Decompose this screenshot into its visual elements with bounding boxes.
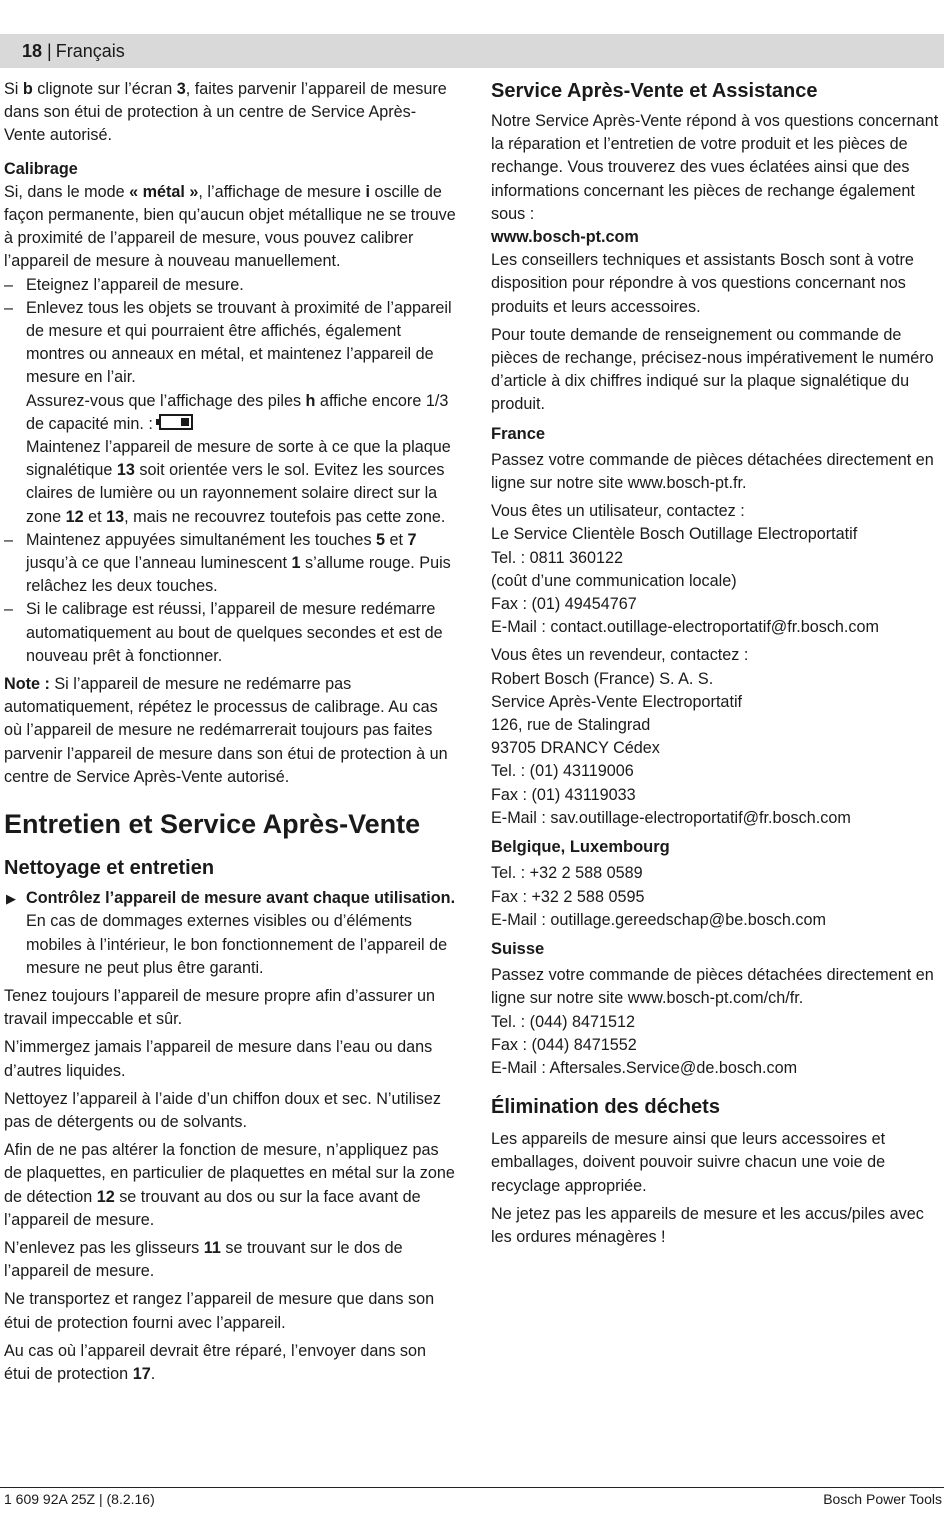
service-paragraph: Pour toute demande de renseignement ou commande de pièces de rechange, précisez-nous impérativement le numéro d’article à dix chiffres indiqué sur la plaque signalétique du produit. (491, 325, 934, 414)
bold-text: 3 (176, 80, 186, 98)
footer-brand: Bosch Power Tools (823, 1491, 942, 1507)
bold-text: h (305, 391, 316, 410)
bold-text: 17 (132, 1364, 151, 1383)
step-text: Enlevez tous les objets se trouvant à proximité de l’appareil de mesure et qui pourraient être affichés, également montres ou anneaux en métal, et maintenez l’appareil de mesure en l’air. (26, 298, 452, 387)
page-number: 18 (22, 40, 43, 61)
list-item (4, 297, 456, 529)
step-text: Si le calibrage est réussi, l’appareil de mesure redémarre automatiquement au bout de quelques secondes et est de nouveau prêt à fonctionner. (26, 600, 443, 665)
contact-line: 126, rue de Stalingrad (491, 716, 651, 735)
page-header (0, 34, 944, 68)
france-user-contact (491, 500, 944, 639)
switzerland-contact (491, 1011, 944, 1081)
service-paragraph: Les conseillers techniques et assistants Bosch sont à votre disposition pour répondre à vos questions concernant nos produits et leurs accessoires. (491, 251, 914, 316)
switzerland-paragraph: Passez votre commande de pièces détachées directement en ligne sur notre site www.bosch-pt.com/ch/fr. (491, 966, 934, 1008)
paragraph: Tenez toujours l’appareil de mesure propre afin d’assurer un travail impeccable et sûr. (4, 986, 436, 1029)
disposal-title: Élimination des déchets (491, 1096, 720, 1119)
bold-text: 7 (407, 530, 417, 549)
contact-line: E-Mail : outillage.gereedschap@be.bosch.com (491, 910, 826, 929)
belgium-contact (491, 862, 944, 932)
contact-line: Tel. : (044) 8471512 (491, 1012, 635, 1031)
disposal-paragraph: Ne jetez pas les appareils de mesure et les accus/piles avec les ordures ménagères ! (491, 1204, 924, 1246)
service-title: Service Après-Vente et Assistance (491, 80, 818, 102)
contact-line: E-Mail : contact.outillage-electroportatif@fr.bosch.com (491, 618, 880, 637)
france-dealer-contact (491, 644, 944, 830)
contact-line: Tel. : (01) 43119006 (491, 762, 634, 781)
belgium-heading: Belgique, Luxembourg (491, 838, 670, 857)
bold-text: 12 (96, 1187, 115, 1206)
contact-line: Robert Bosch (France) S. A. S. (491, 669, 714, 688)
contact-line: (coût d’une communication locale) (491, 571, 737, 590)
battery-icon (159, 414, 193, 430)
disposal-paragraph: Les appareils de mesure ainsi que leurs accessoires et emballages, doivent pouvoir suivre chacun une voie de recyclage appropriée. (491, 1130, 886, 1195)
calibrage-text: Si, dans le mode « métal », l’affichage de mesure i oscille de façon permanente, bien qu’aucun objet métallique ne se trouve à proximité de l’appareil de mesure, vous pouvez calibrer l’appareil de mesure à nouveau manuellement. (4, 182, 456, 271)
paragraph: Nettoyez l’appareil à l’aide d’un chiffon doux et sec. N’utilisez pas de détergents ou de solvants. (4, 1089, 442, 1131)
paragraph: Ne transportez et rangez l’appareil de mesure que dans son étui de protection fourni avec l’appareil. (4, 1290, 435, 1332)
switzerland-heading: Suisse (491, 939, 545, 958)
list-item (4, 598, 456, 668)
contact-line: Vous êtes un revendeur, contactez : (491, 646, 749, 665)
step-text: Maintenez l’appareil de mesure de sorte à ce que la plaque signalétique 13 soit orientée vers le sol. Evitez les sources claires de lumière ou un rayonnement solaire direct sur la zone 12 et 13, mais ne recouvrez toutefois pas cette zone. (26, 438, 451, 526)
contact-line: Service Après-Vente Electroportatif (491, 692, 743, 711)
dash-marker: – (4, 600, 14, 619)
bold-text: « métal » (129, 182, 199, 201)
contact-line: Fax : (01) 49454767 (491, 595, 637, 614)
list-item (4, 529, 456, 599)
contact-line: Tel. : 0811 360122 (491, 548, 624, 567)
website-link[interactable]: www.bosch-pt.com (491, 228, 639, 247)
right-column (491, 78, 944, 1254)
france-heading: France (491, 424, 546, 443)
bold-text: 1 (291, 554, 301, 573)
contact-line: E-Mail : sav.outillage-electroportatif@fr.bosch.com (491, 808, 851, 827)
contact-line: Fax : (01) 43119033 (491, 785, 636, 804)
contact-line: Fax : +32 2 588 0595 (491, 887, 645, 906)
left-column (4, 78, 456, 1391)
contact-line: Tel. : +32 2 588 0589 (491, 864, 643, 883)
step-text: Maintenez appuyées simultanément les touches 5 et 7 jusqu’à ce que l’anneau luminescent 1 s’allume rouge. Puis relâchez les deux touches. (26, 530, 451, 596)
contact-line: Vous êtes un utilisateur, contactez : (491, 502, 745, 521)
note-paragraph: Note : Si l’appareil de mesure ne redémarre pas automatiquement, répétez le processus de calibrage. Au cas où l’appareil de mesure ne redémarrerait toujours pas faites parvenir l’appareil de mesure dans son étui de protection à un centre de Service Après-Vente autorisé. (4, 675, 448, 786)
paragraph: Au cas où l’appareil devrait être réparé, l’envoyer dans son étui de protection 17. (4, 1341, 427, 1383)
bold-text: 5 (376, 530, 386, 549)
bold-text: 11 (203, 1238, 221, 1257)
header-separator: | (47, 40, 52, 61)
dash-marker: – (4, 298, 14, 317)
step-text: Eteignez l’appareil de mesure. (26, 275, 244, 294)
bold-text: 12 (65, 507, 84, 526)
warning-item (4, 887, 456, 980)
paragraph: N’immergez jamais l’appareil de mesure dans l’eau ou dans d’autres liquides. (4, 1038, 433, 1080)
dash-marker: – (4, 275, 14, 294)
dash-marker: – (4, 530, 14, 549)
intro-paragraph: Si b clignote sur l’écran 3, faites parvenir l’appareil de mesure dans son étui de protection à un centre de Service Après-Vente autorisé. (4, 80, 447, 145)
bold-text: i (365, 182, 370, 201)
bold-text: b (22, 80, 33, 98)
paragraph: Afin de ne pas altérer la fonction de mesure, n’appliquez pas de plaquettes, en particulier de plaquettes en métal sur la zone de détection 12 se trouvant au dos ou sur la face avant de l’appareil de mesure. (4, 1141, 455, 1229)
maintenance-title: Entretien et Service Après-Vente (4, 809, 421, 840)
contact-line: 93705 DRANCY Cédex (491, 739, 660, 758)
warning-text: Contrôlez l’appareil de mesure avant chaque utilisation. En cas de dommages externes visibles ou d’éléments mobiles à l’intérieur, le bon fonctionnement de l’appareil de mesure ne peut plus être garanti. (26, 889, 456, 977)
header-language: Français (55, 40, 125, 61)
cleaning-title: Nettoyage et entretien (4, 857, 215, 880)
bold-text: 13 (116, 461, 135, 480)
footer-divider (0, 1487, 944, 1488)
triangle-bullet-icon: ▶ (6, 891, 16, 907)
bold-text: 13 (106, 507, 125, 526)
footer-doc-number: 1 609 92A 25Z | (8.2.16) (4, 1491, 155, 1507)
bold-text: Note : (4, 675, 50, 694)
contact-line: Le Service Clientèle Bosch Outillage Electroportatif (491, 525, 858, 544)
contact-line: Fax : (044) 8471552 (491, 1035, 637, 1054)
list-item (4, 274, 456, 297)
bold-text: Contrôlez l’appareil de mesure avant chaque utilisation. (26, 889, 456, 908)
service-paragraph: Notre Service Après-Vente répond à vos questions concernant la réparation et l’entretien de votre produit et les pièces de rechange. Vous trouverez des vues éclatées ainsi que des informations concernant les pièces de rechange également sous : (491, 112, 939, 223)
contact-line: E-Mail : Aftersales.Service@de.bosch.com (491, 1058, 798, 1077)
battery-check-text: Assurez-vous que l’affichage des piles h affiche encore 1/3 de capacité min. : (26, 391, 449, 433)
calibrage-heading: Calibrage (4, 159, 78, 178)
paragraph: N’enlevez pas les glisseurs 11 se trouvant sur le dos de l’appareil de mesure. (4, 1238, 403, 1281)
france-paragraph: Passez votre commande de pièces détachées directement en ligne sur notre site www.bosch-pt.fr. (491, 450, 934, 493)
